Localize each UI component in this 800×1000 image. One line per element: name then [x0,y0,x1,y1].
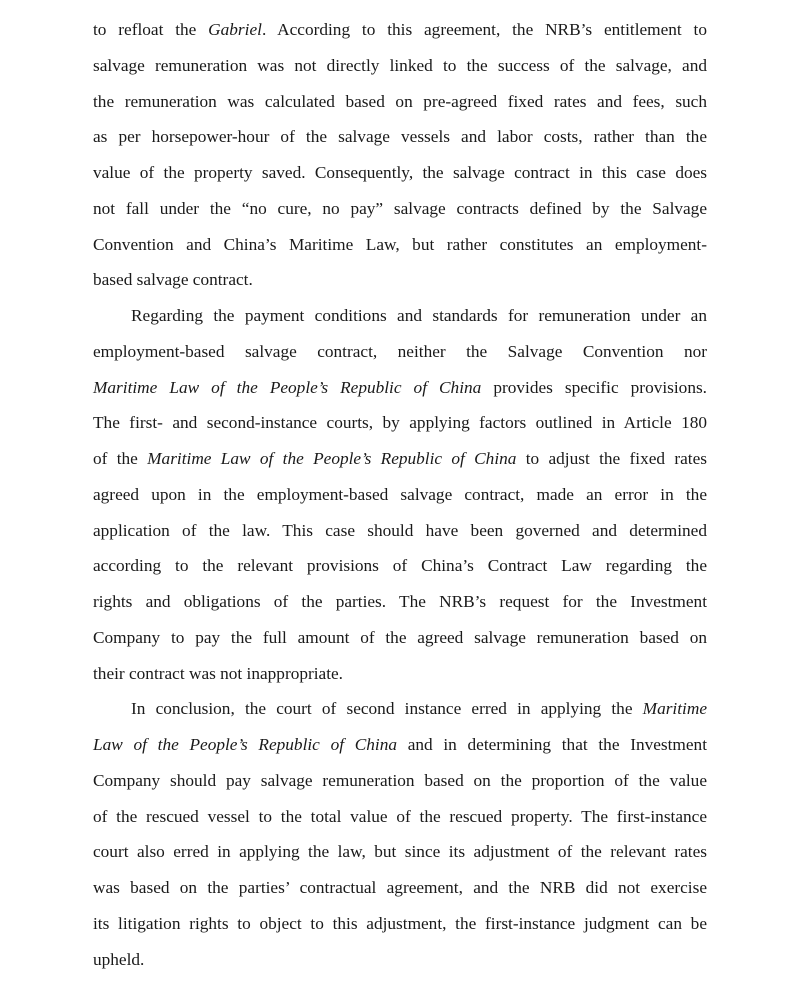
text-segment: In conclusion, the court of second instance erred in applying the [131,699,643,719]
text-line [93,84,707,120]
text-line [93,370,707,406]
text-segment: court also erred in applying the law, but since its adjustment of the relevant rates [93,842,707,862]
body-text [93,12,707,977]
text-segment: The first- and second-instance courts, by applying factors outlined in Article 180 [93,413,707,433]
text-segment: Convention and China’s Maritime Law, but rather constitutes an employment- [93,234,707,254]
text-segment: provides specific provisions. [481,377,708,397]
text-line [93,334,707,370]
text-line [93,155,707,191]
text-segment: application of the law. This case should have been governed and determined [93,520,707,540]
text-segment: value of the property saved. Consequently, the salvage contract in this case does [93,163,707,182]
text-line [93,227,707,263]
text-segment: rights and obligations of the parties. The NRB’s request for the Investment [93,592,707,611]
text-line [93,191,707,227]
text-line [93,441,707,477]
text-segment: their contract was not inappropriate. [93,663,344,683]
text-line [93,691,707,727]
text-line [93,262,707,298]
text-segment: based salvage contract. [93,270,253,290]
text-segment: the remuneration was calculated based on pre-agreed fixed rates and fees, such [93,91,707,111]
text-line [93,834,707,870]
text-segment: of the rescued vessel to the total value of the rescued property. The first-instance [93,806,707,826]
text-segment: to refloat the [93,20,209,39]
text-segment: . According to this agreement, the NRB’s entitlement to [261,20,707,39]
text-segment: agreed upon in the employment-based salvage contract, made an error in the [93,484,707,504]
text-segment: employment-based salvage contract, neither the Salvage Convention nor [93,341,707,361]
italic-text: Maritime Law of the People’s Republic of China [93,377,482,397]
text-line [93,870,707,906]
text-line [93,119,707,155]
italic-text: Gabriel [208,20,262,39]
text-line [93,906,707,942]
text-line [93,942,707,978]
text-line [93,548,707,584]
text-line [93,799,707,835]
text-segment: according to the relevant provisions of China’s Contract Law regarding the [93,556,707,576]
italic-text: Maritime Law of the People’s Republic of China [147,449,517,468]
italic-text: Maritime [642,699,707,719]
paragraph [93,12,707,298]
text-line [93,656,707,692]
text-segment: Company to pay the full amount of the agreed salvage remuneration based on [93,627,707,647]
text-line [93,584,707,620]
text-line [93,763,707,799]
text-segment: to adjust the fixed rates [516,449,707,468]
text-line [93,298,707,334]
text-segment: Regarding the payment conditions and standards for remuneration under an [131,306,707,325]
document-page [93,12,707,977]
text-line [93,620,707,656]
text-line [93,513,707,549]
text-segment: not fall under the “no cure, no pay” salvage contracts defined by the Salvage [93,198,707,218]
text-segment: upheld. [93,949,145,969]
text-line [93,727,707,763]
text-segment: salvage remuneration was not directly linked to the success of the salvage, and [93,55,707,75]
text-segment: Company should pay salvage remuneration based on the proportion of the value [93,770,707,790]
paragraph [93,298,707,691]
text-segment: was based on the parties’ contractual agreement, and the NRB did not exercise [93,878,707,897]
text-line [93,48,707,84]
text-segment: its litigation rights to object to this adjustment, the first-instance judgment can be [93,913,707,933]
text-segment: of the [93,449,148,468]
italic-text: Law of the People’s Republic of China [93,735,397,754]
text-segment: as per horsepower-hour of the salvage vessels and labor costs, rather than the [93,127,707,147]
text-line [93,12,707,48]
text-line [93,477,707,513]
text-segment: and in determining that the Investment [396,735,707,754]
text-line [93,405,707,441]
paragraph [93,691,707,977]
